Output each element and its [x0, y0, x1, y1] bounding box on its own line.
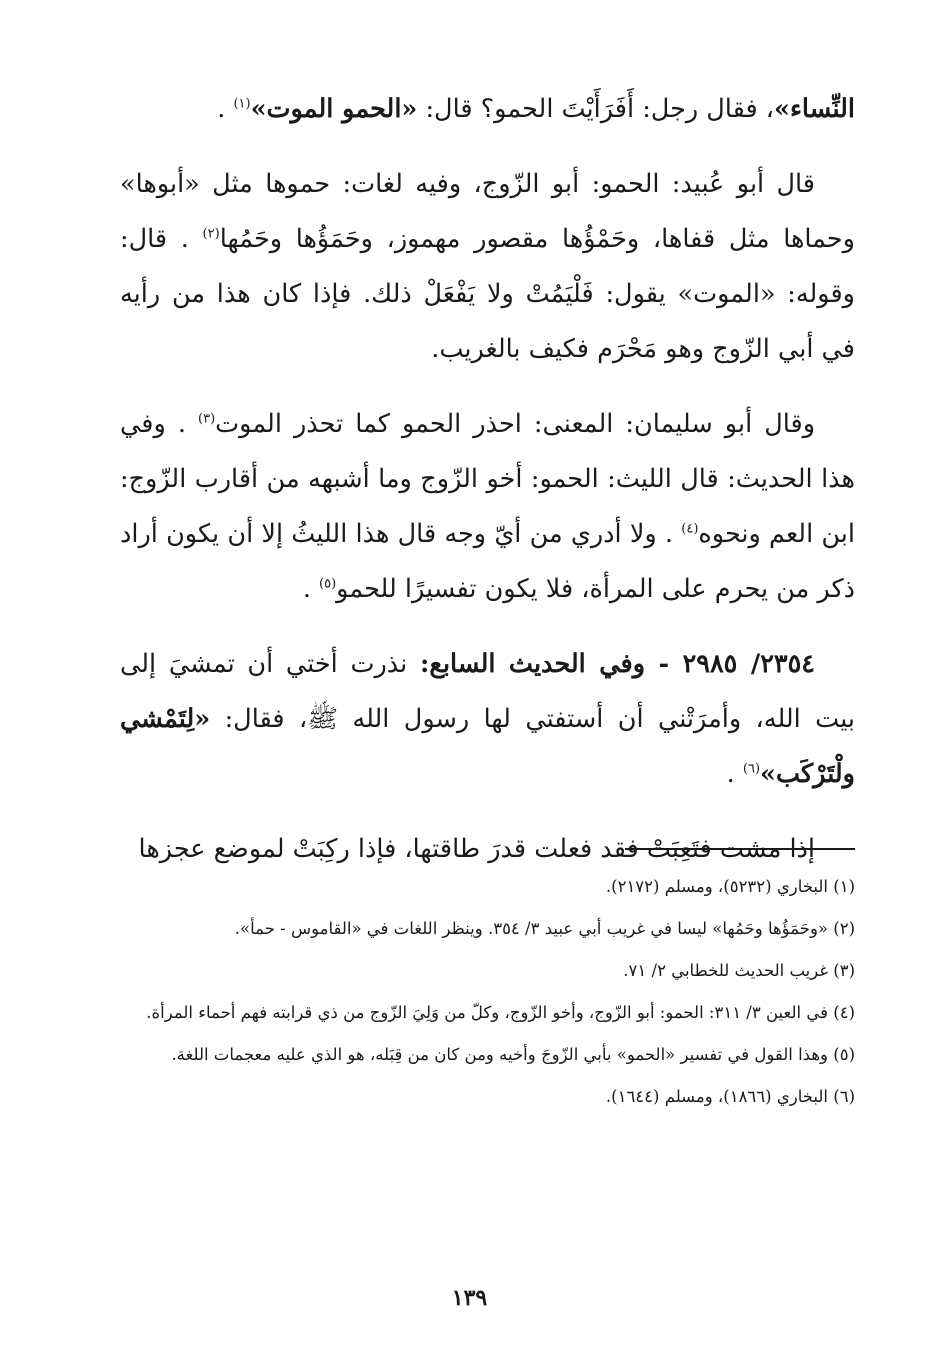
footnote-6: (٦) البخاري (١٨٦٦)، ومسلم (١٦٤٤).	[605, 1087, 855, 1106]
paragraph-4	[120, 637, 855, 802]
footnotes	[120, 866, 855, 1118]
paragraph-text: قال أبو عُبيد: الحمو: أبو الزّوج، وفيه لغات: حموها مثل «أبوها» وحماها مثل قفاها، وحَمْؤُها مقصور مهموز، وحَمَؤُها وحَمُها	[120, 169, 855, 254]
footnote-marker-4: (٤)	[681, 521, 699, 537]
paragraph-text: ، فقال رجل: أَفَرَأَيْتَ الحمو؟ قال:	[417, 94, 774, 124]
footnote-2: (٢) «وحَمَؤُها وحَمُها» ليسا في غريب أبي عبيد ٣/ ٣٥٤. وينظر اللغات في «القاموس - حمأ».	[234, 919, 855, 938]
paragraph-text: وقال أبو سليمان: المعنى: احذر الحمو كما تحذر الموت	[215, 409, 816, 439]
paragraph-1	[120, 82, 855, 137]
hadith-number: ٢٣٥٤/ ٢٩٨٥ - وفي الحديث السابع:	[419, 649, 815, 679]
footnote-marker-2: (٢)	[202, 226, 220, 242]
page-number: ١٣٩	[451, 1285, 488, 1311]
footnote-1: (١) البخاري (٥٢٣٢)، ومسلم (٢١٧٢).	[605, 877, 855, 896]
paragraph-text: إذا مشت فتَعِبَتْ فقد فعلت قدرَ طاقتها، فإذا ركِبَتْ لموضع عجزها	[138, 834, 815, 864]
footnote-marker-6: (٦)	[742, 761, 761, 777]
footnote-marker-5: (٥)	[319, 576, 337, 592]
footnote-separator	[625, 848, 855, 850]
paragraph-text: . قال: وقوله: «الموت» يقول: فَلْيَمُتْ ولا يَفْعَلْ ذلك. فإذا كان هذا من رأيه في أبي الزّوج وهو مَحْرَم فكيف بالغريب.	[120, 224, 855, 364]
paragraph-text: نذرت أختي أن تمشيَ إلى بيت الله، وأمرَتْني أن أستفتي لها رسول الله ﷺ، فقال:	[120, 649, 855, 734]
paragraph-2	[120, 157, 855, 377]
footnote-4: (٤) في العين ٣/ ٣١١: الحمو: أبو الزّوج، وأخو الزّوج، وكلّ من وَلِيَ الزّوج من ذي قرابته فهم أحماء المرأة.	[146, 1003, 855, 1022]
footnote-3: (٣) غريب الحديث للخطابي ٢/ ٧١.	[623, 961, 855, 980]
main-text	[120, 82, 855, 897]
hadith-word: النِّساء»	[774, 94, 855, 124]
hadith-quote: «الحمو الموت»	[250, 94, 418, 124]
paragraph-text: . ولا أدري من أيّ وجه قال هذا الليثُ إلا أن يكون أراد ذكر من يحرم على المرأة، فلا يكون تفسيرًا للحمو	[120, 519, 855, 604]
paragraph-text: .	[302, 574, 320, 604]
footnote-marker-1: (١)	[233, 96, 251, 112]
paragraph-text: .	[217, 94, 234, 124]
footnote-marker-3: (٣)	[198, 411, 216, 427]
hadith-quote: «لِتَمْشي ولْتَرْكَب»	[120, 704, 855, 789]
paragraph-text: .	[726, 759, 743, 789]
footnote-5: (٥) وهذا القول في تفسير «الحمو» بأبي الزّوجَ وأخيه ومن كان من قِبَله، هو الذي عليه معجمات اللغة.	[171, 1045, 855, 1064]
paragraph-3	[120, 397, 855, 617]
paragraph-text: . وفي هذا الحديث: قال الليث: الحمو: أخو الزّوج وما أشبهه من أقارب الزّوج: ابن العم ونحوه	[120, 409, 855, 549]
